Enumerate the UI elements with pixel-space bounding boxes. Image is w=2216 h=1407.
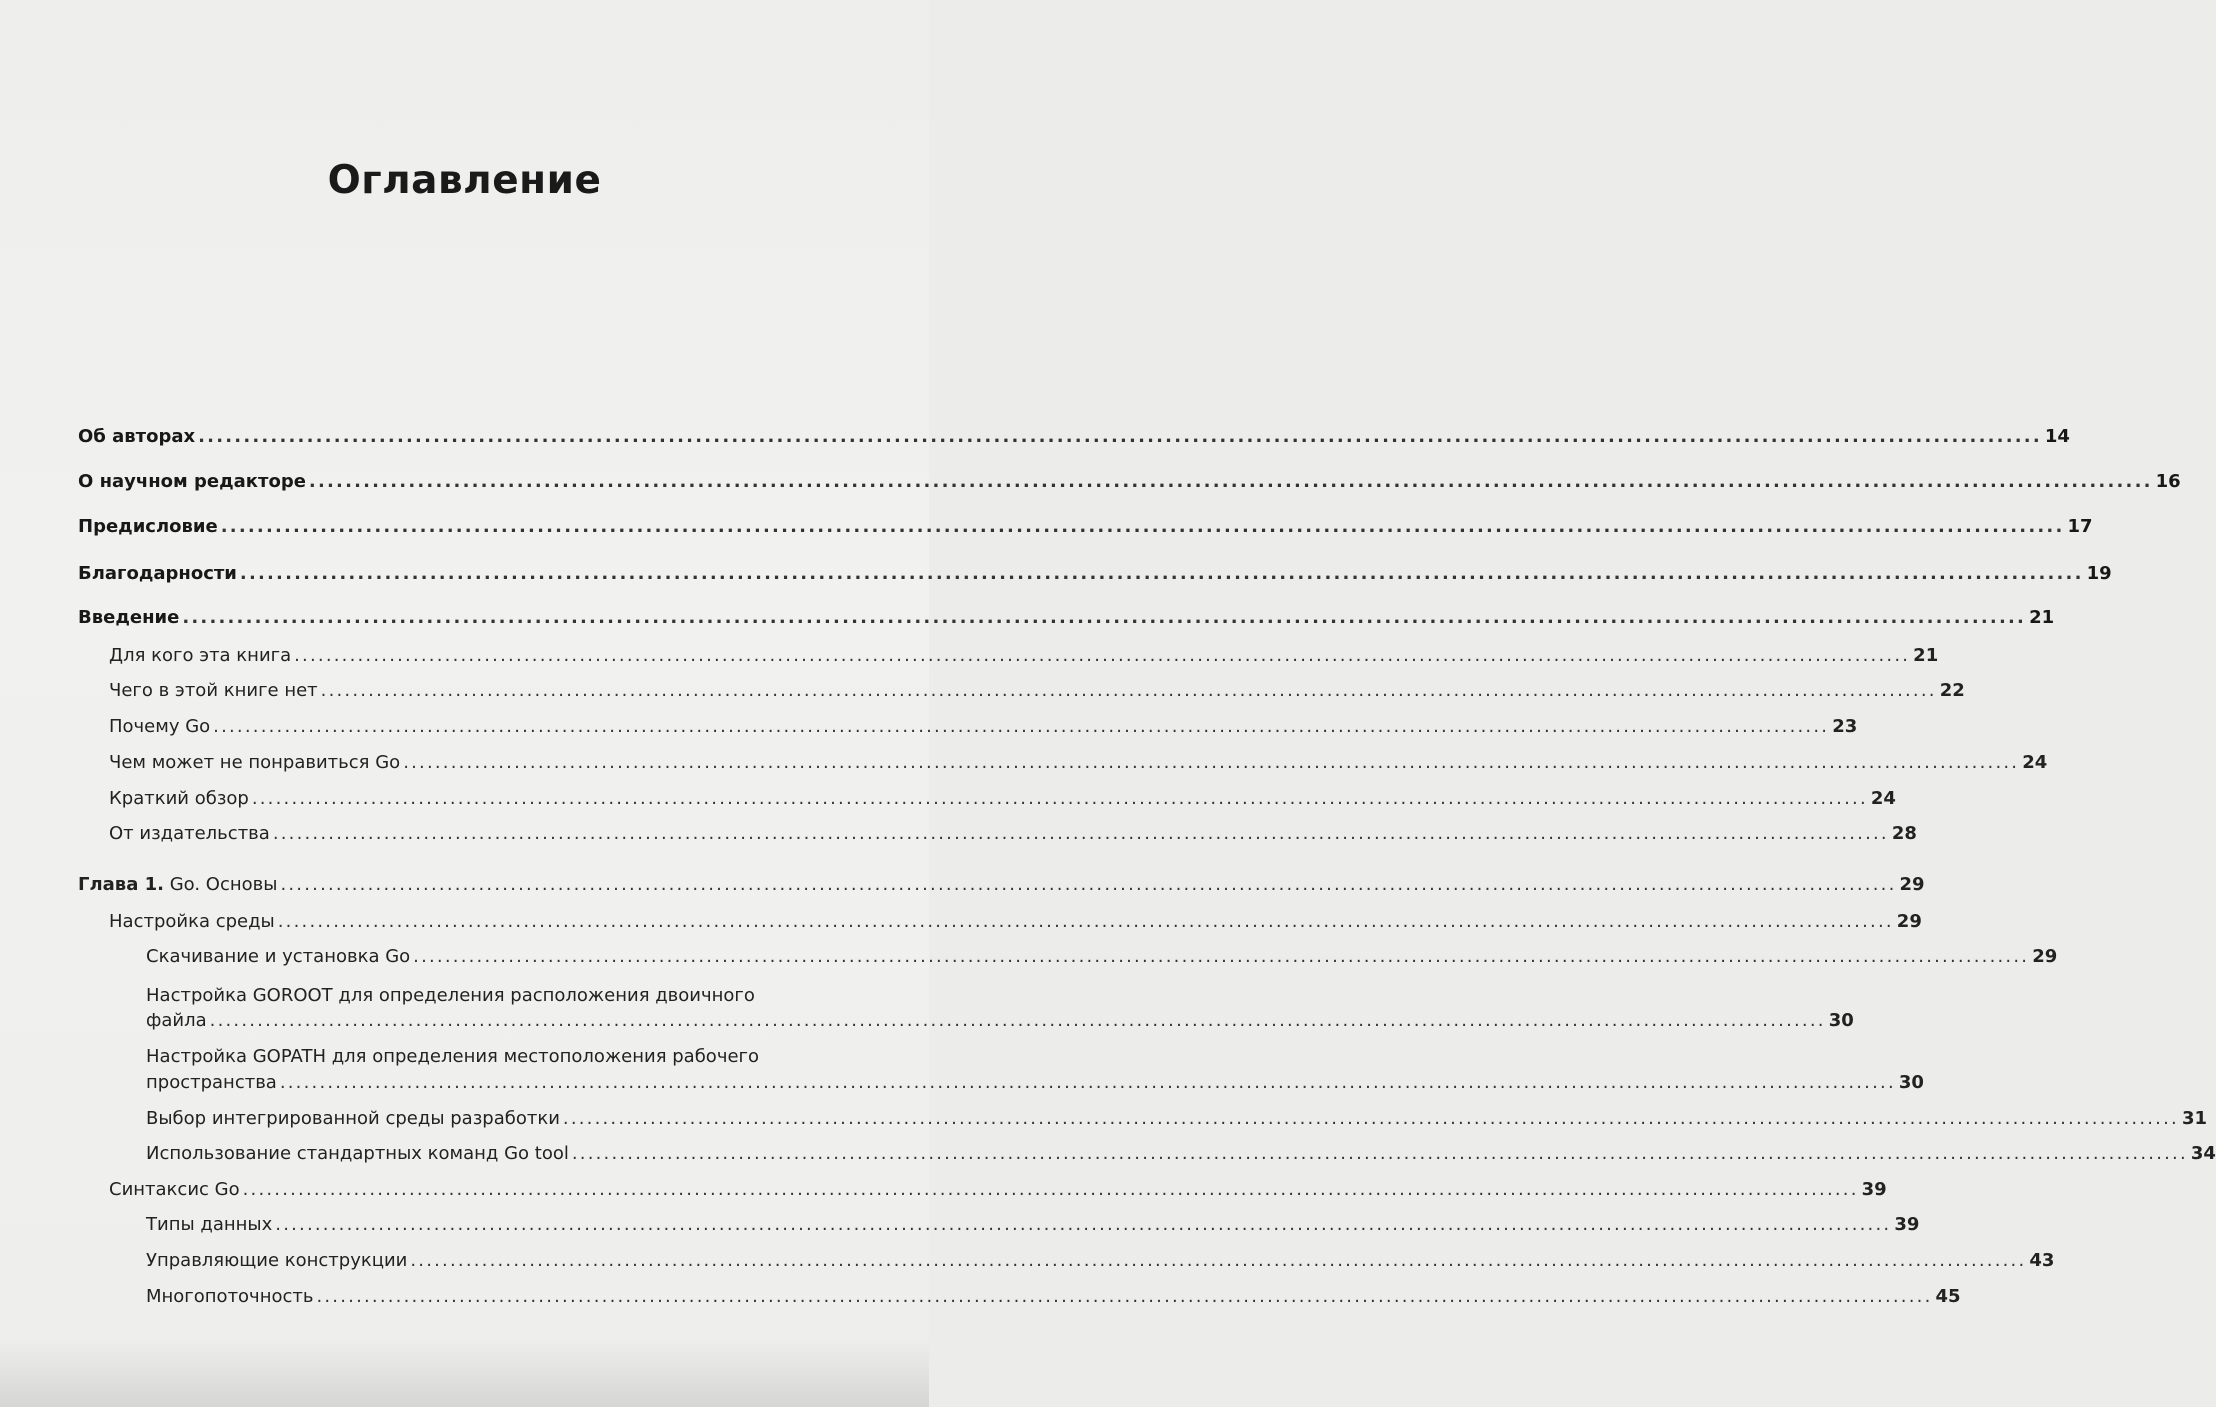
toc-entry-download-install[interactable] (78, 946, 2058, 968)
table-of-contents (78, 0, 2216, 1407)
dot-leader: ............................................................................................................................................................................................................ (239, 563, 2084, 584)
toc-entry-goroot-line1[interactable]: Настройка GOROOT для определения расположения двоичного (146, 985, 755, 1006)
toc-page-number: 23 (1832, 716, 1858, 737)
dot-leader: ............................................................................................................................................................................................................ (251, 788, 1868, 809)
toc-entry-label: Чего в этой книге нет (109, 680, 318, 701)
toc-entry-label: Чем может не понравиться Go (109, 752, 401, 773)
toc-entry-audience[interactable] (78, 645, 1939, 667)
toc-entry-go-tool[interactable] (78, 1143, 2216, 1165)
toc-page-number: 29 (2032, 946, 2058, 967)
page-title: Оглавление (327, 158, 602, 203)
dot-leader: ............................................................................................................................................................................................................ (571, 1143, 2188, 1164)
toc-page-number: 30 (1828, 1010, 1854, 1031)
toc-entry-not-in-book[interactable] (78, 680, 1965, 702)
dot-leader: ............................................................................................................................................................................................................ (272, 823, 1889, 844)
toc-entry-goroot[interactable] (78, 1010, 1854, 1032)
dot-leader: ............................................................................................................................................................................................................ (275, 1214, 1892, 1235)
toc-entry-label: Благодарности (78, 563, 237, 584)
toc-entry-label: Введение (78, 607, 180, 628)
toc-entry-label: Использование стандартных команд Go tool (146, 1143, 569, 1164)
toc-entry-label: пространства (146, 1072, 277, 1093)
toc-page-number: 45 (1935, 1286, 1961, 1307)
toc-page-number: 28 (1891, 823, 1917, 844)
toc-entry-introduction[interactable] (78, 607, 2055, 629)
toc-entry-why-go[interactable] (78, 716, 1858, 738)
toc-entry-acknowledgements[interactable] (78, 563, 2112, 585)
toc-entry-env-setup[interactable] (78, 911, 1922, 933)
toc-entry-label: Типы данных (146, 1214, 273, 1235)
toc-entry-dislike-go[interactable] (78, 752, 2048, 774)
toc-entry-preface[interactable] (78, 516, 2093, 538)
toc-page-number: 21 (1913, 645, 1939, 666)
dot-leader: ............................................................................................................................................................................................................ (316, 1286, 1933, 1307)
dot-leader: ............................................................................................................................................................................................................ (562, 1108, 2179, 1129)
dot-leader: ............................................................................................................................................................................................................ (403, 752, 2020, 773)
dot-leader: ............................................................................................................................................................................................................ (242, 1179, 1859, 1200)
toc-page-number: 39 (1894, 1214, 1920, 1235)
toc-entry-label: Настройка среды (109, 911, 275, 932)
toc-page-number: 29 (1896, 911, 1922, 932)
toc-entry-label: Почему Go (109, 716, 211, 737)
dot-leader: ............................................................................................................................................................................................................ (294, 645, 1911, 666)
dot-leader: ............................................................................................................................................................................................................ (213, 716, 1830, 737)
toc-page-number: 39 (1861, 1179, 1887, 1200)
dot-leader: ............................................................................................................................................................................................................ (308, 471, 2153, 492)
dot-leader: ............................................................................................................................................................................................................ (220, 516, 2065, 537)
toc-entry-label: Выбор интегрированной среды разработки (146, 1108, 560, 1129)
toc-entry-label: Многопоточность (146, 1286, 314, 1307)
toc-page-number: 16 (2155, 471, 2181, 492)
dot-leader: ............................................................................................................................................................................................................ (410, 1250, 2027, 1271)
toc-entry-gopath[interactable] (78, 1072, 1924, 1094)
toc-page-number: 24 (1870, 788, 1896, 809)
toc-entry-label: файла (146, 1010, 207, 1031)
toc-entry-overview[interactable] (78, 788, 1896, 810)
dot-leader: ............................................................................................................................................................................................................ (413, 946, 2030, 967)
toc-entry-gopath-line1[interactable]: Настройка GOPATH для определения местоположения рабочего (146, 1046, 759, 1067)
toc-entry-label: Об авторах (78, 426, 196, 447)
dot-leader: ............................................................................................................................................................................................................ (182, 607, 2027, 628)
toc-page-number: 17 (2067, 516, 2093, 537)
toc-entry-syntax[interactable] (78, 1179, 1887, 1201)
toc-entry-control-structures[interactable] (78, 1250, 2055, 1272)
toc-entry-data-types[interactable] (78, 1214, 1920, 1236)
toc-page-number: 31 (2181, 1108, 2207, 1129)
toc-page-number: 22 (1939, 680, 1965, 701)
toc-entry-label: Для кого эта книга (109, 645, 292, 666)
chapter-title: Go. Основы (169, 874, 278, 895)
toc-page-number: 19 (2086, 563, 2112, 584)
dot-leader: ............................................................................................................................................................................................................ (209, 1010, 1826, 1031)
toc-entry-publisher[interactable] (78, 823, 1917, 845)
chapter-number: Глава 1. (78, 874, 164, 895)
toc-entry-label: Скачивание и установка Go (146, 946, 411, 967)
toc-entry-label: Управляющие конструкции (146, 1250, 408, 1271)
toc-page-number: 14 (2044, 426, 2070, 447)
toc-entry-label: Краткий обзор (109, 788, 249, 809)
toc-page-number: 30 (1898, 1072, 1924, 1093)
toc-entry-label: Синтаксис Go (109, 1179, 240, 1200)
toc-entry-label: От издательства (109, 823, 270, 844)
toc-entry-label (78, 874, 277, 896)
toc-entry-concurrency[interactable] (78, 1286, 1961, 1308)
dot-leader: ............................................................................................................................................................................................................ (277, 911, 1894, 932)
toc-page-number: 21 (2029, 607, 2055, 628)
toc-page-number: 34 (2190, 1143, 2216, 1164)
toc-entry-label: Предисловие (78, 516, 218, 537)
toc-entry-chapter-1[interactable] (78, 874, 1925, 896)
toc-entry-ide[interactable] (78, 1108, 2207, 1130)
toc-page-number: 43 (2029, 1250, 2055, 1271)
dot-leader: ............................................................................................................................................................................................................ (280, 874, 1897, 895)
dot-leader: ............................................................................................................................................................................................................ (198, 426, 2042, 447)
dot-leader: ............................................................................................................................................................................................................ (279, 1072, 1896, 1093)
toc-entry-label: О научном редакторе (78, 471, 306, 492)
page-edge-shadow (0, 1337, 929, 1407)
toc-entry-science-editor[interactable] (78, 471, 2181, 493)
toc-page-number: 24 (2022, 752, 2048, 773)
dot-leader: ............................................................................................................................................................................................................ (320, 680, 1937, 701)
toc-page-number: 29 (1899, 874, 1925, 895)
toc-entry-about-authors[interactable] (78, 426, 2070, 448)
